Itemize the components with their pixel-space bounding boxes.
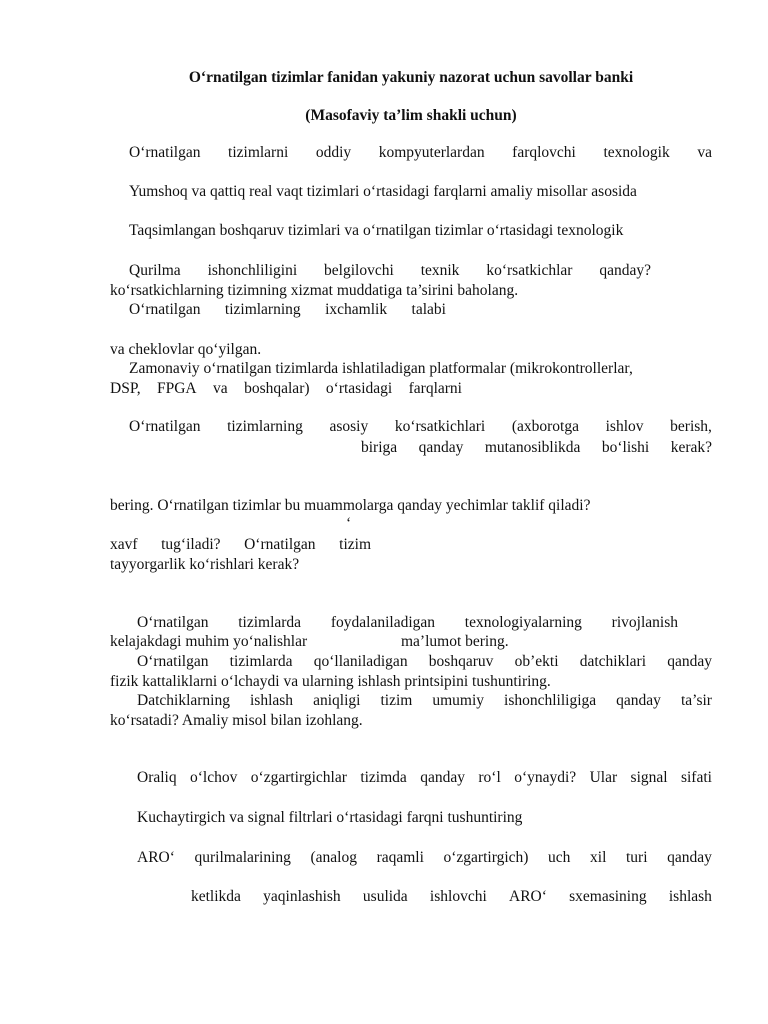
word: o‘zgartirgichlar [250, 769, 347, 786]
question-line: bering. O‘rnatilgan tizimlar bu muammolarga qanday yechimlar taklif qiladi? [110, 497, 591, 514]
word: ishlash [250, 692, 294, 709]
word: ko‘rsatkichlari [394, 418, 486, 435]
question-line [129, 143, 712, 163]
word: qanday [420, 769, 465, 786]
question-line: va cheklovlar qo‘yilgan. [110, 341, 262, 358]
word: Ular [589, 769, 618, 786]
word: belgilovchi [324, 262, 394, 279]
word: O‘rnatilgan [137, 653, 209, 670]
question-line: Kuchaytirgich va signal filtrlari o‘rtasidagi farqni tushuntiring [137, 809, 523, 826]
word: biriga [361, 439, 398, 456]
question-line [137, 691, 712, 711]
word: raqamli [376, 849, 424, 866]
document-title: O‘rnatilgan tizimlar fanidan yakuniy nazorat uchun savollar banki [188, 69, 634, 86]
word: ketlikda [191, 888, 241, 905]
word: texnologiyalarning [464, 614, 582, 631]
word: xil [590, 849, 607, 866]
word: O‘rnatilgan [129, 301, 201, 318]
word: bo‘lishi [601, 439, 650, 456]
question-line [129, 261, 651, 281]
word: farqlovchi [512, 144, 576, 161]
word: qanday [667, 653, 712, 670]
word: berish, [670, 418, 712, 435]
word: O‘rnatilgan [129, 144, 201, 161]
question-line: ko‘rsatkichlarning tizimning xizmat muddatiga ta’sirini baholang. [110, 282, 519, 299]
word: tizimlarning [227, 418, 303, 435]
document-subtitle: (Masofaviy ta’lim shakli uchun) [305, 107, 517, 124]
word: texnik [420, 262, 460, 279]
word: tizimlarda [229, 653, 293, 670]
word: ARO‘ [137, 849, 175, 866]
word: ishlov [605, 418, 644, 435]
word: ko‘rsatkichlar [486, 262, 573, 279]
question-line: Taqsimlangan boshqaruv tizimlari va o‘rnatilgan tizimlar o‘rtasidagi texnologik [129, 222, 624, 239]
word: datchiklari [579, 653, 646, 670]
word: ishonchliligiga [504, 692, 597, 709]
word: signal [630, 769, 668, 786]
question-line [110, 379, 462, 399]
word: texnologik [603, 144, 670, 161]
word: va [697, 144, 712, 161]
word: foydalaniladigan [330, 614, 436, 631]
question-line [137, 613, 678, 633]
word: xavf [110, 536, 138, 553]
word: boshqalar) [244, 380, 310, 397]
word: o‘lchov [190, 769, 238, 786]
word: umumiy [432, 692, 484, 709]
word: mutanosiblikda [484, 439, 581, 456]
question-line: ko‘rsatadi? Amaliy misol bilan izohlang. [110, 712, 363, 729]
word: yaqinlashish [263, 888, 341, 905]
word: O‘rnatilgan [244, 536, 316, 553]
word: Oraliq [137, 769, 177, 786]
word: o‘ynaydi? [514, 769, 577, 786]
question-line [191, 887, 712, 907]
question-line: kelajakdagi muhim yo‘nalishlar [110, 633, 308, 650]
word: sifati [680, 769, 712, 786]
word: ro‘l [478, 769, 501, 786]
word: ta’sir [680, 692, 712, 709]
word: talabi [411, 301, 446, 318]
word: O‘rnatilgan [129, 418, 201, 435]
word: oddiy [315, 144, 352, 161]
word: Datchiklarning [137, 692, 230, 709]
word: kompyuterlardan [378, 144, 485, 161]
word: tizimlarni [228, 144, 289, 161]
word: (axborotga [511, 418, 579, 435]
word: asosiy [329, 418, 369, 435]
question-line [129, 417, 712, 437]
word: sxemasining [569, 888, 647, 905]
word: qanday [616, 692, 661, 709]
word: kerak? [670, 439, 712, 456]
word: farqlarni [408, 380, 462, 397]
question-line: fizik kattaliklarni o‘lchaydi va ularning ishlash printsipini tushuntiring. [110, 673, 551, 690]
question-line: ma’lumot bering. [401, 633, 509, 650]
word: o‘rtasidagi [325, 380, 393, 397]
word: aniqligi [313, 692, 361, 709]
question-line: tayyorgarlik ko‘rishlari kerak? [110, 556, 300, 573]
question-line [361, 438, 712, 458]
word: qanday? [599, 262, 651, 279]
word: tug‘iladi? [161, 536, 221, 553]
word: qanday [418, 439, 464, 456]
word: ob’ekti [514, 653, 559, 670]
word: va [213, 380, 228, 397]
word: boshqaruv [428, 653, 494, 670]
word: rivojlanish [611, 614, 678, 631]
question-line [137, 848, 712, 868]
question-line [129, 300, 446, 320]
word: tizimlarda [238, 614, 302, 631]
word: turi [626, 849, 648, 866]
word: qurilmalarining [194, 849, 291, 866]
word: Qurilma [129, 262, 181, 279]
word: tizimda [360, 769, 407, 786]
word: o‘zgartirgich) [443, 849, 529, 866]
word: ixchamlik [325, 301, 388, 318]
word: O‘rnatilgan [137, 614, 209, 631]
question-line: Yumshoq va qattiq real vaqt tizimlari o‘rtasidagi farqlarni amaliy misollar asosida [129, 183, 637, 200]
question-line [110, 535, 371, 555]
word: (analog [310, 849, 357, 866]
word: qanday [667, 849, 712, 866]
question-line: Zamonaviy o‘rnatilgan tizimlarda ishlatiladigan platformalar (mikrokontrollerlar, [129, 360, 633, 377]
word: ishlash [668, 888, 712, 905]
word: ARO‘ [509, 888, 547, 905]
word: ishlovchi [429, 888, 487, 905]
word: tizim [339, 536, 371, 553]
word: uch [548, 849, 571, 866]
word: usulida [362, 888, 408, 905]
word: ishonchliligini [207, 262, 298, 279]
word: tizimlarning [224, 301, 301, 318]
word: FPGA [157, 380, 197, 397]
word: qo‘llaniladigan [313, 653, 408, 670]
question-line [137, 768, 712, 788]
word: DSP, [110, 380, 141, 397]
word: tizim [380, 692, 413, 709]
stray-mark: ‘ [346, 515, 352, 532]
question-line [137, 652, 712, 672]
